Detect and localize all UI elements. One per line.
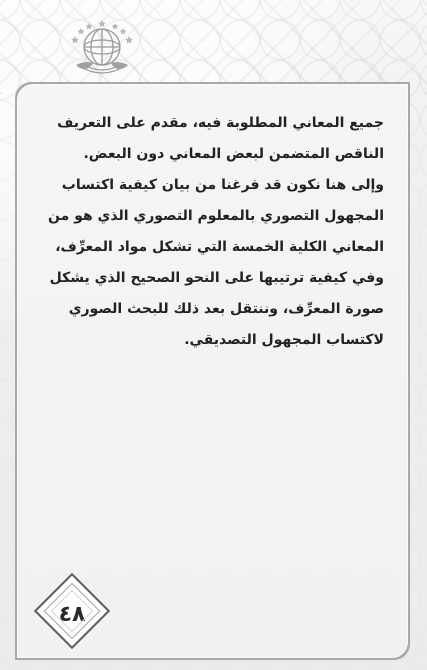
page-number-badge [34,573,110,649]
globe-emblem-icon [61,18,143,84]
page-content [41,108,384,356]
text-frame [15,82,410,660]
paragraph-2: وإلى هنا نكون قد فرغنا من بيان كيفية اكتساب المجهول التصوري بالمعلوم التصوري الذي هو من المعاني الكلية الخمسة التي تشكل مواد المعرِّف، وفي كيفية ترتيبها على النحو الصحيح الذي يشكل صورة المعرِّف، وننتقل بعد ذلك للبحث الصوري لاكتساب المجهول التصديقي. [48,177,384,348]
paragraph-1: جميع المعاني المطلوبة فيه، مقدم على التعريف الناقص المتضمن لبعض المعاني دون البعض. [57,115,384,162]
page-number: ٤٨ [58,601,86,627]
